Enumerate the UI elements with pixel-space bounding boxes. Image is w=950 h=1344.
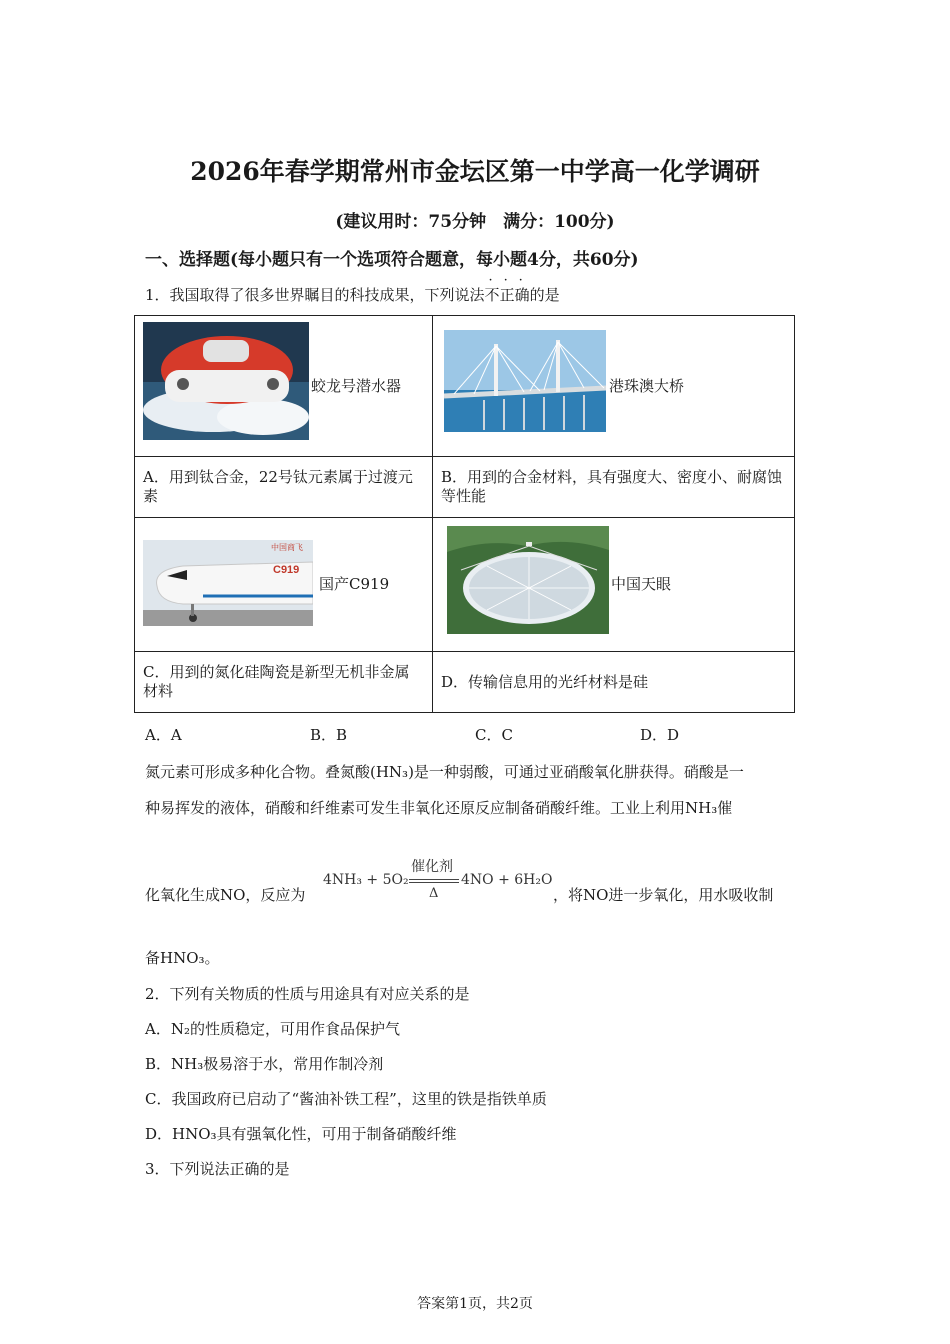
telescope-image [447,526,609,634]
choice-d: D．D [640,726,680,744]
passage-line: 化氧化生成NO，反应为 [145,886,306,904]
passage-line: 氮元素可形成多种化合物。叠氮酸(HN₃)是一种弱酸，可通过亚硝酸氧化肼获得。硝酸是一 [145,763,744,781]
passage-line: 种易挥发的液体，硝酸和纤维素可发生非氧化还原反应制备硝酸纤维。工业上利用NH₃催 [145,799,733,817]
emphasis-char: 确 [514,286,530,304]
image-caption: 蛟龙号潜水器 [311,377,402,395]
passage-line: ，将NO进一步氧化，用水吸收制 [553,886,774,904]
question-3-stem: 3．下列说法正确的是 [145,1160,290,1178]
question-2-option: C．我国政府已启动了“酱油补铁工程”，这里的铁是指铁单质 [145,1090,547,1108]
question-2-option: B．NH₃极易溶于水，常用作制冷剂 [145,1055,384,1073]
equation-catalyst: 催化剂 [411,859,453,875]
option-d-cell: D．传输信息用的光纤材料是硅 [433,652,795,713]
emphasis-char: 正 [499,286,515,304]
plane-livery-text: 中国商飞 [271,543,303,552]
cell-bridge [433,316,795,457]
page-footer: 答案第1页，共2页 [417,1296,533,1312]
question-2-option: A．N₂的性质稳定，可用作食品保护气 [145,1020,400,1038]
section-heading: 一、选择题(每小题只有一个选项符合题意，每小题4分，共60分) [145,250,639,270]
plane-registration: C919 [273,564,300,576]
equation-condition: Δ [429,886,439,901]
option-a-cell: A．用到钛合金，22号钛元素属于过渡元素 [135,457,433,518]
equation-reactants: 4NH₃ + 5O₂ [323,872,409,888]
cell-fast-telescope [433,518,795,652]
c919-image [143,540,313,626]
question-1-stem: 1．我国取得了很多世界瞩目的科技成果，下列说法不正确的是 [145,286,560,304]
reaction-equation [323,856,553,906]
question-2-option: D．HNO₃具有强氧化性，可用于制备硝酸纤维 [145,1125,457,1143]
bridge-image [444,330,606,432]
question-1-table [134,315,795,713]
choice-a: A．A [145,726,182,744]
image-caption: 港珠澳大桥 [609,377,685,395]
equation-arrow-bottom [409,882,459,883]
exam-info: (建议用时：75分钟 满分：100分) [335,212,615,232]
cell-c919 [135,518,433,652]
choice-b: B．B [310,726,348,744]
image-caption: 国产C919 [319,575,390,593]
passage-line: 备HNO₃。 [145,949,220,967]
image-caption: 中国天眼 [611,575,672,593]
equation-arrow-top [409,879,459,880]
option-b-cell: B．用到的合金材料，具有强度大、密度小、耐腐蚀等性能 [433,457,795,518]
submersible-image [143,322,309,440]
option-c-cell: C．用到的氮化硅陶瓷是新型无机非金属材料 [135,652,433,713]
cell-submersible [135,316,433,457]
emphasis-char: 不 [484,286,500,304]
question-2-stem: 2．下列有关物质的性质与用途具有对应关系的是 [145,985,470,1003]
page-title: 2026年春学期常州市金坛区第一中学高一化学调研 [190,157,760,186]
choice-c: C．C [475,726,513,744]
equation-products: 4NO + 6H₂O [461,872,553,888]
